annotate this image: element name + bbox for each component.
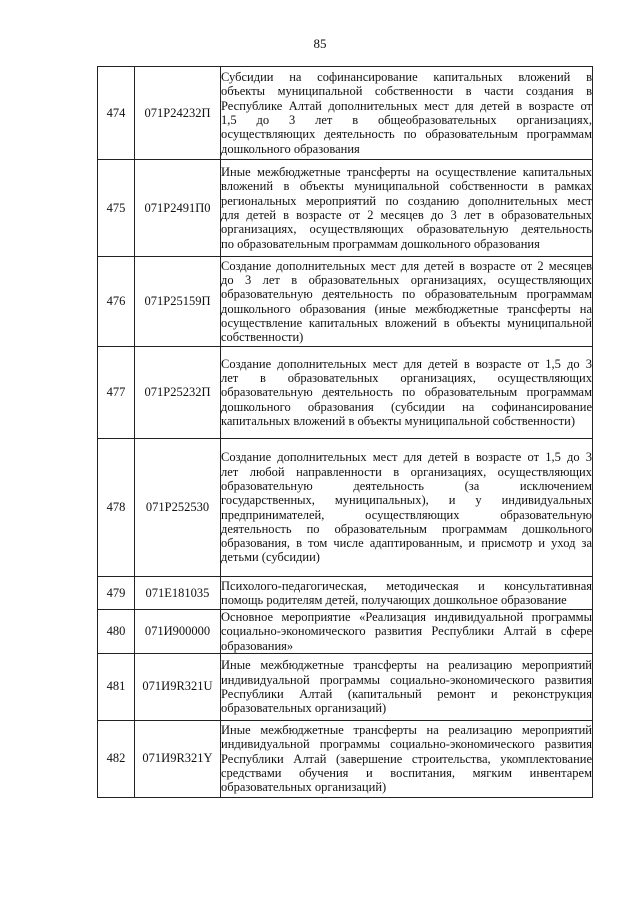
budget-code: 071P25159П bbox=[135, 257, 221, 347]
table-row bbox=[98, 577, 593, 610]
description-line: Республике Алтай дополнительных мест для детей в возрасте от bbox=[221, 98, 592, 113]
description-line: Основное мероприятие «Реализация индивидуальной программы bbox=[221, 610, 592, 624]
description-line: Иные межбюджетные трансферты на реализацию мероприятий bbox=[221, 723, 592, 738]
description-line: по образовательным программам дошкольного образования bbox=[221, 236, 540, 251]
description-line: детьми (субсидии) bbox=[221, 550, 320, 565]
description-line: Субсидии на софинансирование капитальных вложений в bbox=[221, 70, 592, 85]
table-row bbox=[98, 610, 593, 654]
expense-description bbox=[221, 610, 593, 654]
description-line: Иные межбюджетные трансферты на реализацию мероприятий bbox=[221, 658, 592, 673]
description-line: Иные межбюджетные трансферты на осуществление капитальных bbox=[221, 165, 592, 180]
budget-code: 071И9R321U bbox=[135, 653, 221, 720]
expense-description bbox=[221, 347, 593, 439]
table-row bbox=[98, 439, 593, 577]
expense-description bbox=[221, 67, 593, 160]
row-number: 476 bbox=[98, 257, 135, 347]
row-number: 479 bbox=[98, 577, 135, 610]
expense-description bbox=[221, 577, 593, 610]
description-line: образовательных организаций) bbox=[221, 701, 387, 716]
row-number: 481 bbox=[98, 653, 135, 720]
description-line: собственности) bbox=[221, 330, 304, 345]
description-line: организациях, осуществляющих образовательную деятельность bbox=[221, 222, 592, 237]
description-line: Создание дополнительных мест для детей в возрасте от 2 месяцев bbox=[221, 258, 592, 273]
page-number: 85 bbox=[313, 36, 327, 51]
budget-code-table bbox=[97, 66, 593, 798]
row-number: 475 bbox=[98, 160, 135, 257]
description-line: осуществление капитальных вложений в объекты муниципальной bbox=[221, 315, 592, 330]
expense-description bbox=[221, 439, 593, 577]
table-row bbox=[98, 720, 593, 797]
description-line: Республики Алтай (капитальный ремонт и реконструкция bbox=[221, 686, 592, 701]
table-row bbox=[98, 257, 593, 347]
description-line: индивидуальной программы социально-экономического развития bbox=[221, 737, 592, 752]
description-line: средствами обучения и воспитания, мягким инвентарем bbox=[221, 766, 592, 781]
description-line: дошкольного образования (субсидии на софинансирование bbox=[221, 399, 592, 414]
description-line: до 3 лет в образовательных организациях, осуществляющих bbox=[221, 272, 592, 287]
row-number: 482 bbox=[98, 720, 135, 797]
expense-description bbox=[221, 720, 593, 797]
description-line: индивидуальной программы социально-экономического развития bbox=[221, 672, 592, 687]
description-line: лет в образовательных организациях, осуществляющих bbox=[221, 371, 592, 386]
table-row bbox=[98, 160, 593, 257]
budget-code: 071P252530 bbox=[135, 439, 221, 577]
row-number: 477 bbox=[98, 347, 135, 439]
description-line: объекты муниципальной собственности в части создания в bbox=[221, 84, 592, 99]
description-line: социально-экономического развития Республики Алтай в сфере bbox=[221, 624, 592, 639]
description-line: лет любой направленности в организациях, осуществляющих bbox=[221, 464, 592, 479]
description-line: осуществляющих деятельность по образовательным программам bbox=[221, 127, 592, 142]
description-line: образовательных организаций) bbox=[221, 780, 387, 795]
description-line: дошкольного образования bbox=[221, 141, 360, 156]
description-line: предпринимателей, осуществляющих образовательную bbox=[221, 507, 592, 522]
budget-code: 071P2491П0 bbox=[135, 160, 221, 257]
description-line: помощь родителям детей, получающих дошкольное образование bbox=[221, 593, 567, 607]
expense-description bbox=[221, 160, 593, 257]
row-number: 480 bbox=[98, 610, 135, 654]
description-line: дошкольного образования (иные межбюджетные трансферты на bbox=[221, 301, 592, 316]
description-line: 1,5 до 3 лет в общеобразовательных организациях, bbox=[221, 113, 592, 127]
description-line: образования, в том числе адаптированным, и присмотр и уход за bbox=[221, 536, 592, 551]
description-line: для детей в возрасте от 2 месяцев до 3 лет в образовательных bbox=[221, 208, 592, 222]
description-line: образовательную деятельность по образовательным программам bbox=[221, 287, 592, 302]
description-line: государственных, муниципальных), и у индивидуальных bbox=[221, 493, 592, 508]
expense-description bbox=[221, 257, 593, 347]
description-line: образования» bbox=[221, 638, 294, 653]
description-line: региональных мероприятий по созданию дополнительных мест bbox=[221, 193, 592, 208]
description-line: капитальных вложений в объекты муниципальной собственности) bbox=[221, 413, 575, 428]
row-number: 478 bbox=[98, 439, 135, 577]
budget-code: 071E181035 bbox=[135, 577, 221, 610]
table-row bbox=[98, 347, 593, 439]
table-row bbox=[98, 653, 593, 720]
budget-code: 071И9R321Y bbox=[135, 720, 221, 797]
expense-description bbox=[221, 653, 593, 720]
description-line: Республики Алтай (завершение строительства, укомплектование bbox=[221, 751, 592, 766]
budget-code: 071И900000 bbox=[135, 610, 221, 654]
description-line: деятельность по образовательным программам дошкольного bbox=[221, 521, 592, 536]
row-number: 474 bbox=[98, 67, 135, 160]
description-line: вложений в объекты муниципальной собственности в рамках bbox=[221, 179, 592, 194]
description-line: Создание дополнительных мест для детей в возрасте от 1,5 до 3 bbox=[221, 450, 592, 465]
description-line: образовательную деятельность (за исключением bbox=[221, 478, 592, 493]
budget-code: 071P24232П bbox=[135, 67, 221, 160]
table-row bbox=[98, 67, 593, 160]
description-line: Создание дополнительных мест для детей в возрасте от 1,5 до 3 bbox=[221, 356, 592, 371]
description-line: Психолого-педагогическая, методическая и консультативная bbox=[221, 578, 592, 593]
description-line: образовательную деятельность по образовательным программам bbox=[221, 385, 592, 400]
budget-code: 071P25232П bbox=[135, 347, 221, 439]
